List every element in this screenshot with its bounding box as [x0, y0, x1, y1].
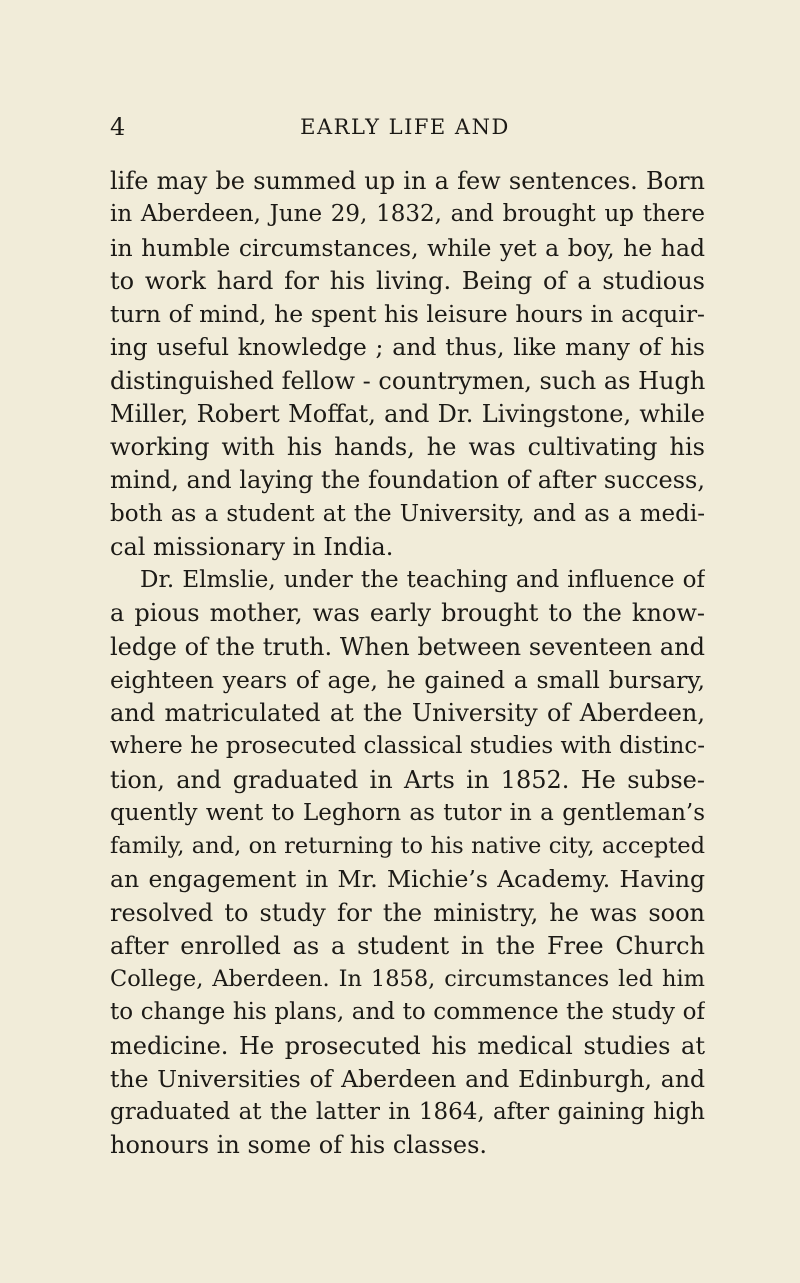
running-head-title: EARLY LIFE AND: [300, 115, 510, 139]
page-number: 4: [110, 113, 126, 141]
text-line: ing useful knowledge ; and thus, like many of his: [110, 333, 705, 362]
text-line: ledge of the truth. When between seventeen and: [110, 632, 705, 661]
text-line: distinguished fellow - countrymen, such as Hugh: [110, 366, 705, 395]
text-line: eighteen years of age, he gained a small bursary,: [110, 665, 705, 694]
text-line: family, and, on returning to his native city, accepted: [110, 833, 705, 859]
text-line: to work hard for his living. Being of a studious: [110, 266, 705, 295]
text-line: Dr. Elmslie, under the teaching and influence of: [140, 567, 705, 593]
text-line: turn of mind, he spent his leisure hours in acquir-: [110, 300, 705, 328]
running-head: [110, 112, 700, 142]
text-line: the Universities of Aberdeen and Edinburgh, and: [110, 1064, 705, 1093]
body-text: [110, 165, 705, 1163]
text-line: life may be summed up in a few sentences. Born: [110, 167, 705, 195]
text-line: honours in some of his classes.: [110, 1131, 488, 1160]
text-line: after enrolled as a student in the Free Church: [110, 931, 705, 960]
text-line: in Aberdeen, June 29, 1832, and brought up there: [110, 201, 705, 228]
text-line: working with his hands, he was cultivating his: [110, 433, 705, 461]
text-line: in humble circumstances, while yet a boy, he had: [110, 233, 705, 262]
text-line: Miller, Robert Moffat, and Dr. Livingstone, while: [110, 399, 705, 428]
text-line: cal missionary in India.: [110, 532, 394, 561]
text-line: a pious mother, was early brought to the know-: [110, 599, 705, 628]
text-line: to change his plans, and to commence the study of: [110, 999, 705, 1026]
paragraph-2: [110, 564, 705, 1163]
text-line: an engagement in Mr. Michie’s Academy. Having: [110, 865, 705, 894]
text-line: mind, and laying the foundation of after success,: [110, 466, 705, 495]
text-line: College, Aberdeen. In 1858, circumstances led him: [110, 966, 705, 992]
text-line: tion, and graduated in Arts in 1852. He subse-: [110, 765, 705, 794]
text-line: both as a student at the University, and as a medi-: [110, 500, 705, 527]
text-line: graduated at the latter in 1864, after gaining high: [110, 1099, 705, 1125]
text-line: and matriculated at the University of Aberdeen,: [110, 699, 705, 727]
text-line: quently went to Leghorn as tutor in a gentleman’s: [110, 799, 705, 826]
text-line: where he prosecuted classical studies with distinc-: [110, 733, 705, 760]
text-line: medicine. He prosecuted his medical studies at: [110, 1031, 705, 1060]
text-line: resolved to study for the ministry, he was soon: [110, 898, 705, 927]
paragraph-1: [110, 165, 705, 564]
